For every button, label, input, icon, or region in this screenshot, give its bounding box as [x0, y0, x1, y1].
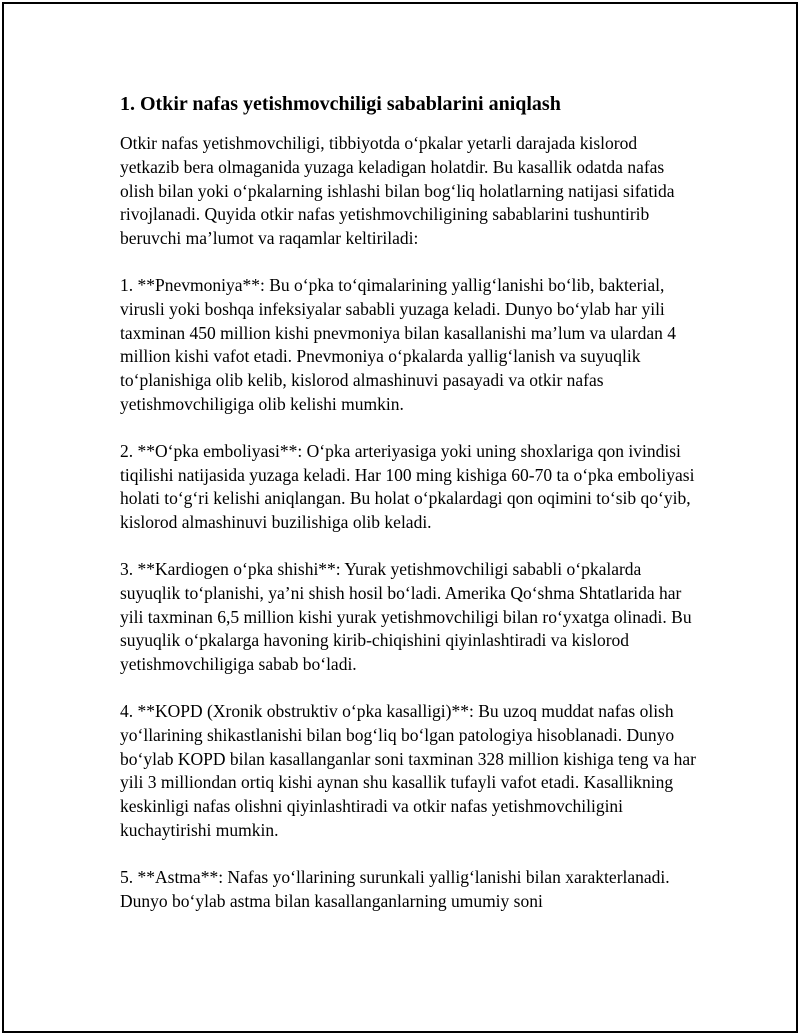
paragraph-asthma: 5. **Astma**: Nafas yo‘llarining surunkali yallig‘lanishi bilan xarakterlanadi. Dunyo bo‘ylab astma bilan kasallanganlarning umumiy soni: [120, 866, 670, 911]
paragraph-pulmonary-embolism: 2. **O‘pka emboliyasi**: O‘pka arteriyasiga yoki uning shoxlariga qon ivindisi tiqilishi natijasida yuzaga keladi. Har 100 ming kishiga 60-70 ta o‘pka emboliyasi holati to‘g‘ri kelishi aniqlangan. Bu holat o‘pkalardagi qon oqimini to‘sib qo‘yib, kislorod almashinuvi buzilishiga olib keladi.: [120, 440, 695, 533]
section-heading: 1. Otkir nafas yetishmovchiligi sabablarini aniqlash: [120, 93, 561, 115]
document-body: [120, 88, 700, 936]
paragraph-pneumonia: 1. **Pnevmoniya**: Bu o‘pka to‘qimalarining yallig‘lanishi bo‘lib, bakterial, virusli yoki boshqa infeksiyalar sababli yuzaga keladi. Dunyo bo‘ylab har yili taxminan 450 million kishi pnevmoniya bilan kasallanishi ma’lum va ulardan 4 million kishi vafot etadi. Pnevmoniya o‘pkalarda yallig‘lanish va suyuqlik to‘planishiga olib kelib, kislorod almashinuvi pasayadi va otkir nafas yetishmovchiligiga olib kelishi mumkin.: [120, 274, 677, 414]
paragraph-copd: 4. **KOPD (Xronik obstruktiv o‘pka kasalligi)**: Bu uzoq muddat nafas olish yo‘llarining shikastlanishi bilan bog‘liq bo‘lgan patologiya hisoblanadi. Dunyo bo‘ylab KOPD bilan kasallanganlar soni taxminan 328 million kishiga teng va har yili 3 milliondan ortiq kishi aynan shu kasallik tufayli vafot etadi. Kasallikning keskinligi nafas olishni qiyinlashtiradi va otkir nafas yetishmovchiligini kuchaytirishi mumkin.: [120, 700, 696, 840]
paragraph-cardiogenic-edema: 3. **Kardiogen o‘pka shishi**: Yurak yetishmovchiligi sababli o‘pkalarda suyuqlik to‘planishi, ya’ni shish hosil bo‘ladi. Amerika Qo‘shma Shtatlarida har yili taxminan 6,5 million kishi yurak yetishmovchiligi bilan ro‘yxatga olinadi. Bu suyuqlik o‘pkalarga havoning kirib-chiqishini qiyinlashtiradi va kislorod yetishmovchiligiga sabab bo‘ladi.: [120, 558, 692, 675]
page-frame: [2, 2, 798, 1033]
intro-paragraph: Otkir nafas yetishmovchiligi, tibbiyotda o‘pkalar yetarli darajada kislorod yetkazib bera olmaganida yuzaga keladigan holatdir. Bu kasallik odatda nafas olish bilan yoki o‘pkalarning ishlashi bilan bog‘liq holatlarning natijasi sifatida rivojlanadi. Quyida otkir nafas yetishmovchiligining sabablarini tushuntirib beruvchi ma’lumot va raqamlar keltiriladi:: [120, 133, 675, 249]
